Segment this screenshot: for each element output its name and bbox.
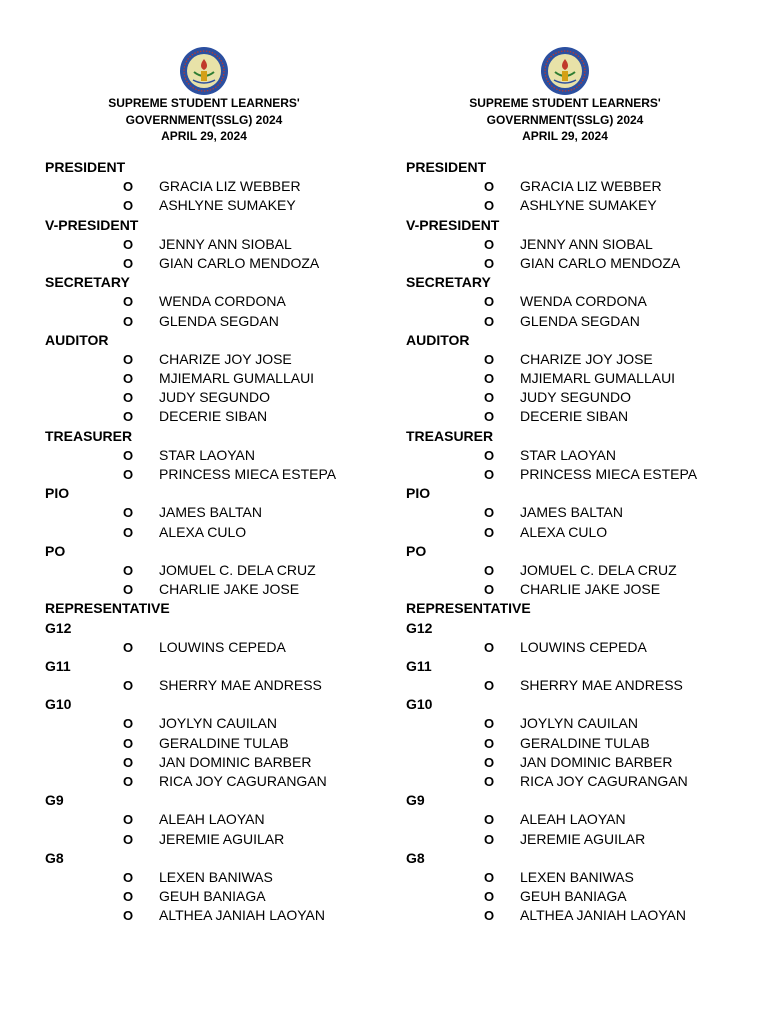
candidate-row bbox=[406, 177, 768, 196]
vote-circle[interactable]: O bbox=[123, 889, 134, 905]
position-heading: G12 bbox=[45, 619, 72, 636]
position-heading: PIO bbox=[406, 485, 431, 502]
candidate-name: CHARLIE JAKE JOSE bbox=[520, 581, 661, 598]
candidate-name: LOUWINS CEPEDA bbox=[159, 638, 286, 655]
title-line-1: SUPREME STUDENT LEARNERS' bbox=[469, 96, 661, 110]
vote-circle[interactable]: O bbox=[484, 467, 495, 482]
vote-circle[interactable]: O bbox=[484, 524, 495, 540]
candidate-name: WENDA CORDONA bbox=[520, 293, 647, 310]
school-seal-icon bbox=[540, 46, 590, 96]
candidate-row bbox=[406, 465, 768, 484]
vote-circle[interactable]: O bbox=[123, 582, 134, 598]
ballot-left bbox=[45, 0, 407, 1024]
position-heading: AUDITOR bbox=[406, 331, 470, 348]
candidate-name: LOUWINS CEPEDA bbox=[520, 638, 647, 655]
candidate-row bbox=[45, 196, 407, 215]
candidate-name: ALTHEA JANIAH LAOYAN bbox=[159, 907, 325, 924]
vote-circle[interactable]: O bbox=[123, 716, 134, 732]
vote-circle[interactable]: O bbox=[123, 371, 134, 387]
vote-circle[interactable]: O bbox=[484, 639, 495, 655]
vote-circle[interactable]: O bbox=[123, 754, 134, 770]
vote-circle[interactable]: O bbox=[123, 505, 134, 521]
position-heading: PRESIDENT bbox=[45, 159, 126, 175]
vote-circle[interactable]: O bbox=[484, 179, 495, 195]
candidate-row bbox=[406, 868, 768, 887]
candidate-row bbox=[45, 714, 407, 733]
candidate-row bbox=[406, 772, 768, 791]
ballot-right bbox=[406, 0, 768, 1024]
candidate-row bbox=[406, 388, 768, 407]
candidate-row bbox=[45, 350, 407, 369]
candidate-row bbox=[406, 407, 768, 426]
vote-circle[interactable]: O bbox=[123, 908, 134, 924]
position-heading: G12 bbox=[406, 619, 433, 636]
candidate-row bbox=[406, 906, 768, 925]
vote-circle[interactable]: O bbox=[123, 467, 134, 482]
position-heading: G11 bbox=[406, 657, 432, 674]
vote-circle[interactable]: O bbox=[123, 198, 134, 214]
candidate-row bbox=[406, 235, 768, 254]
candidate-row bbox=[406, 369, 768, 388]
position-heading: V-PRESIDENT bbox=[406, 216, 500, 233]
candidate-name: ALTHEA JANIAH LAOYAN bbox=[520, 907, 686, 924]
candidate-row bbox=[406, 523, 768, 542]
candidate-name: JAMES BALTAN bbox=[520, 504, 623, 521]
position-heading: PIO bbox=[45, 485, 70, 502]
vote-circle[interactable]: O bbox=[484, 409, 495, 425]
position-heading: G10 bbox=[406, 696, 433, 713]
position-heading: G10 bbox=[45, 696, 72, 713]
candidate-row bbox=[406, 292, 768, 311]
candidate-name: GLENDA SEGDAN bbox=[520, 312, 640, 329]
vote-circle[interactable]: O bbox=[484, 678, 495, 694]
candidate-name: CHARIZE JOY JOSE bbox=[520, 350, 653, 367]
position-heading: G11 bbox=[45, 657, 71, 674]
candidate-row bbox=[406, 350, 768, 369]
vote-circle[interactable]: O bbox=[484, 447, 495, 463]
candidate-name: SHERRY MAE ANDRESS bbox=[520, 677, 683, 694]
candidate-name: JAMES BALTAN bbox=[159, 504, 262, 521]
candidate-row bbox=[45, 887, 407, 906]
candidate-row bbox=[45, 465, 407, 484]
vote-circle[interactable]: O bbox=[484, 351, 495, 367]
candidate-name: DECERIE SIBAN bbox=[520, 408, 629, 425]
candidate-name: GIAN CARLO MENDOZA bbox=[159, 254, 320, 271]
position-heading: G8 bbox=[45, 849, 64, 866]
candidate-name: GEUH BANIAGA bbox=[520, 888, 627, 905]
vote-circle[interactable]: O bbox=[484, 869, 495, 885]
position-heading: SECRETARY bbox=[406, 274, 491, 291]
vote-circle[interactable]: O bbox=[484, 774, 495, 789]
title-line-1: SUPREME STUDENT LEARNERS' bbox=[108, 96, 300, 110]
candidate-row bbox=[45, 772, 407, 791]
vote-circle[interactable]: O bbox=[484, 754, 495, 770]
vote-circle[interactable]: O bbox=[484, 505, 495, 521]
position-heading: REPRESENTATIVE bbox=[406, 600, 531, 617]
candidate-name: JAN DOMINIC BARBER bbox=[520, 753, 673, 770]
position-heading: SECRETARY bbox=[45, 274, 130, 291]
candidate-name: GLENDA SEGDAN bbox=[159, 312, 279, 329]
vote-circle[interactable]: O bbox=[123, 812, 134, 828]
candidate-name: PRINCESS MIECA ESTEPA bbox=[520, 466, 698, 482]
candidate-row bbox=[406, 561, 768, 580]
candidate-row bbox=[406, 753, 768, 772]
vote-circle[interactable]: O bbox=[123, 313, 134, 329]
candidate-name: MJIEMARL GUMALLAUI bbox=[520, 370, 676, 387]
candidate-name: ASHLYNE SUMAKEY bbox=[520, 197, 657, 214]
candidate-name: JEREMIE AGUILAR bbox=[520, 830, 646, 847]
vote-circle[interactable]: O bbox=[484, 294, 495, 310]
vote-circle[interactable]: O bbox=[123, 294, 134, 310]
title-line-2: GOVERNMENT(SSLG) 2024 bbox=[486, 112, 644, 127]
candidate-row bbox=[406, 676, 768, 695]
vote-circle[interactable]: O bbox=[484, 831, 495, 847]
candidate-name: GRACIA LIZ WEBBER bbox=[520, 178, 662, 195]
candidate-row bbox=[406, 887, 768, 906]
school-seal-icon bbox=[179, 46, 229, 96]
vote-circle[interactable]: O bbox=[123, 351, 134, 367]
vote-circle[interactable]: O bbox=[123, 869, 134, 885]
candidate-row bbox=[406, 503, 768, 522]
candidate-row bbox=[45, 407, 407, 426]
candidate-row bbox=[45, 676, 407, 695]
candidate-row bbox=[406, 196, 768, 215]
candidate-row bbox=[45, 753, 407, 772]
vote-circle[interactable]: O bbox=[484, 313, 495, 329]
vote-circle[interactable]: O bbox=[484, 255, 495, 271]
vote-circle[interactable]: O bbox=[484, 371, 495, 387]
candidate-name: ALEXA CULO bbox=[159, 523, 247, 540]
position-heading: PRESIDENT bbox=[406, 159, 487, 175]
candidate-name: LEXEN BANIWAS bbox=[520, 868, 634, 885]
candidate-row bbox=[406, 830, 768, 849]
vote-circle[interactable]: O bbox=[484, 716, 495, 732]
candidate-name: JENNY ANN SIOBAL bbox=[159, 235, 292, 252]
candidate-name: JUDY SEGUNDO bbox=[159, 389, 270, 406]
position-heading: G9 bbox=[45, 792, 64, 809]
candidate-name: LEXEN BANIWAS bbox=[159, 868, 273, 885]
candidate-name: STAR LAOYAN bbox=[520, 446, 616, 463]
candidate-name: CHARLIE JAKE JOSE bbox=[159, 581, 300, 598]
vote-circle[interactable]: O bbox=[484, 198, 495, 214]
candidate-name: GIAN CARLO MENDOZA bbox=[520, 254, 681, 271]
candidate-name: JUDY SEGUNDO bbox=[520, 389, 631, 406]
election-date: APRIL 29, 2024 bbox=[161, 129, 247, 143]
candidate-row bbox=[45, 292, 407, 311]
candidate-row bbox=[45, 254, 407, 273]
vote-circle[interactable]: O bbox=[123, 447, 134, 463]
candidate-row bbox=[45, 369, 407, 388]
candidate-name: JOYLYN CAUILAN bbox=[520, 715, 638, 732]
position-heading: TREASURER bbox=[45, 427, 133, 444]
ballot-title bbox=[406, 95, 724, 145]
position-heading: REPRESENTATIVE bbox=[45, 600, 170, 617]
candidate-row bbox=[45, 868, 407, 887]
candidate-name: MJIEMARL GUMALLAUI bbox=[159, 370, 315, 387]
candidate-name: ALEAH LAOYAN bbox=[520, 811, 626, 828]
candidate-name: ALEAH LAOYAN bbox=[159, 811, 265, 828]
candidate-row bbox=[406, 580, 768, 599]
vote-circle[interactable]: O bbox=[123, 255, 134, 271]
candidate-row bbox=[45, 388, 407, 407]
candidate-row bbox=[45, 810, 407, 829]
candidate-name: GERALDINE TULAB bbox=[520, 734, 650, 751]
candidate-row bbox=[45, 235, 407, 254]
candidate-name: RICA JOY CAGURANGAN bbox=[159, 773, 327, 789]
candidate-row bbox=[45, 580, 407, 599]
candidate-row bbox=[45, 177, 407, 196]
candidate-name: JOMUEL C. DELA CRUZ bbox=[520, 561, 677, 578]
candidate-name: JOMUEL C. DELA CRUZ bbox=[159, 561, 316, 578]
candidate-name: DECERIE SIBAN bbox=[159, 408, 268, 425]
vote-circle[interactable]: O bbox=[123, 236, 134, 252]
position-heading: PO bbox=[45, 542, 66, 559]
ballot-rows bbox=[45, 158, 407, 926]
candidate-name: WENDA CORDONA bbox=[159, 293, 286, 310]
vote-circle[interactable]: O bbox=[123, 524, 134, 540]
candidate-row bbox=[45, 561, 407, 580]
title-line-2: GOVERNMENT(SSLG) 2024 bbox=[125, 112, 283, 127]
candidate-name: GEUH BANIAGA bbox=[159, 888, 266, 905]
candidate-row bbox=[45, 830, 407, 849]
vote-circle[interactable]: O bbox=[123, 774, 134, 789]
candidate-row bbox=[406, 254, 768, 273]
candidate-name: STAR LAOYAN bbox=[159, 446, 255, 463]
vote-circle[interactable]: O bbox=[123, 831, 134, 847]
candidate-name: PRINCESS MIECA ESTEPA bbox=[159, 466, 337, 482]
candidate-row bbox=[45, 312, 407, 331]
candidate-row bbox=[406, 638, 768, 657]
position-heading: G9 bbox=[406, 792, 425, 809]
vote-circle[interactable]: O bbox=[123, 409, 134, 425]
vote-circle[interactable]: O bbox=[484, 390, 495, 406]
ballot-rows bbox=[406, 158, 768, 926]
candidate-name: JEREMIE AGUILAR bbox=[159, 830, 285, 847]
vote-circle[interactable]: O bbox=[484, 562, 495, 578]
vote-circle[interactable]: O bbox=[123, 562, 134, 578]
candidate-name: GRACIA LIZ WEBBER bbox=[159, 178, 301, 195]
candidate-row bbox=[45, 734, 407, 753]
vote-circle[interactable]: O bbox=[123, 639, 134, 655]
candidate-row bbox=[45, 446, 407, 465]
candidate-row bbox=[406, 734, 768, 753]
election-date: APRIL 29, 2024 bbox=[522, 129, 608, 143]
vote-circle[interactable]: O bbox=[484, 908, 495, 924]
candidate-name: CHARIZE JOY JOSE bbox=[159, 350, 292, 367]
candidate-name: JENNY ANN SIOBAL bbox=[520, 235, 653, 252]
vote-circle[interactable]: O bbox=[123, 390, 134, 406]
vote-circle[interactable]: O bbox=[484, 582, 495, 598]
candidate-name: JOYLYN CAUILAN bbox=[159, 715, 277, 732]
candidate-name: ASHLYNE SUMAKEY bbox=[159, 197, 296, 214]
candidate-row bbox=[406, 312, 768, 331]
candidate-row bbox=[45, 503, 407, 522]
vote-circle[interactable]: O bbox=[484, 735, 495, 751]
vote-circle[interactable]: O bbox=[123, 735, 134, 751]
candidate-row bbox=[45, 638, 407, 657]
candidate-name: GERALDINE TULAB bbox=[159, 734, 289, 751]
ballot-title bbox=[45, 95, 363, 145]
position-heading: PO bbox=[406, 542, 427, 559]
vote-circle[interactable]: O bbox=[484, 236, 495, 252]
candidate-name: SHERRY MAE ANDRESS bbox=[159, 677, 322, 694]
candidate-row bbox=[406, 810, 768, 829]
position-heading: TREASURER bbox=[406, 427, 494, 444]
position-heading: V-PRESIDENT bbox=[45, 216, 139, 233]
position-heading: AUDITOR bbox=[45, 331, 109, 348]
candidate-name: JAN DOMINIC BARBER bbox=[159, 753, 312, 770]
candidate-row bbox=[406, 714, 768, 733]
candidate-name: ALEXA CULO bbox=[520, 523, 608, 540]
candidate-row bbox=[45, 906, 407, 925]
vote-circle[interactable]: O bbox=[484, 812, 495, 828]
candidate-name: RICA JOY CAGURANGAN bbox=[520, 773, 688, 789]
vote-circle[interactable]: O bbox=[123, 179, 134, 195]
candidate-row bbox=[406, 446, 768, 465]
vote-circle[interactable]: O bbox=[484, 889, 495, 905]
candidate-row bbox=[45, 523, 407, 542]
vote-circle[interactable]: O bbox=[123, 678, 134, 694]
position-heading: G8 bbox=[406, 849, 425, 866]
